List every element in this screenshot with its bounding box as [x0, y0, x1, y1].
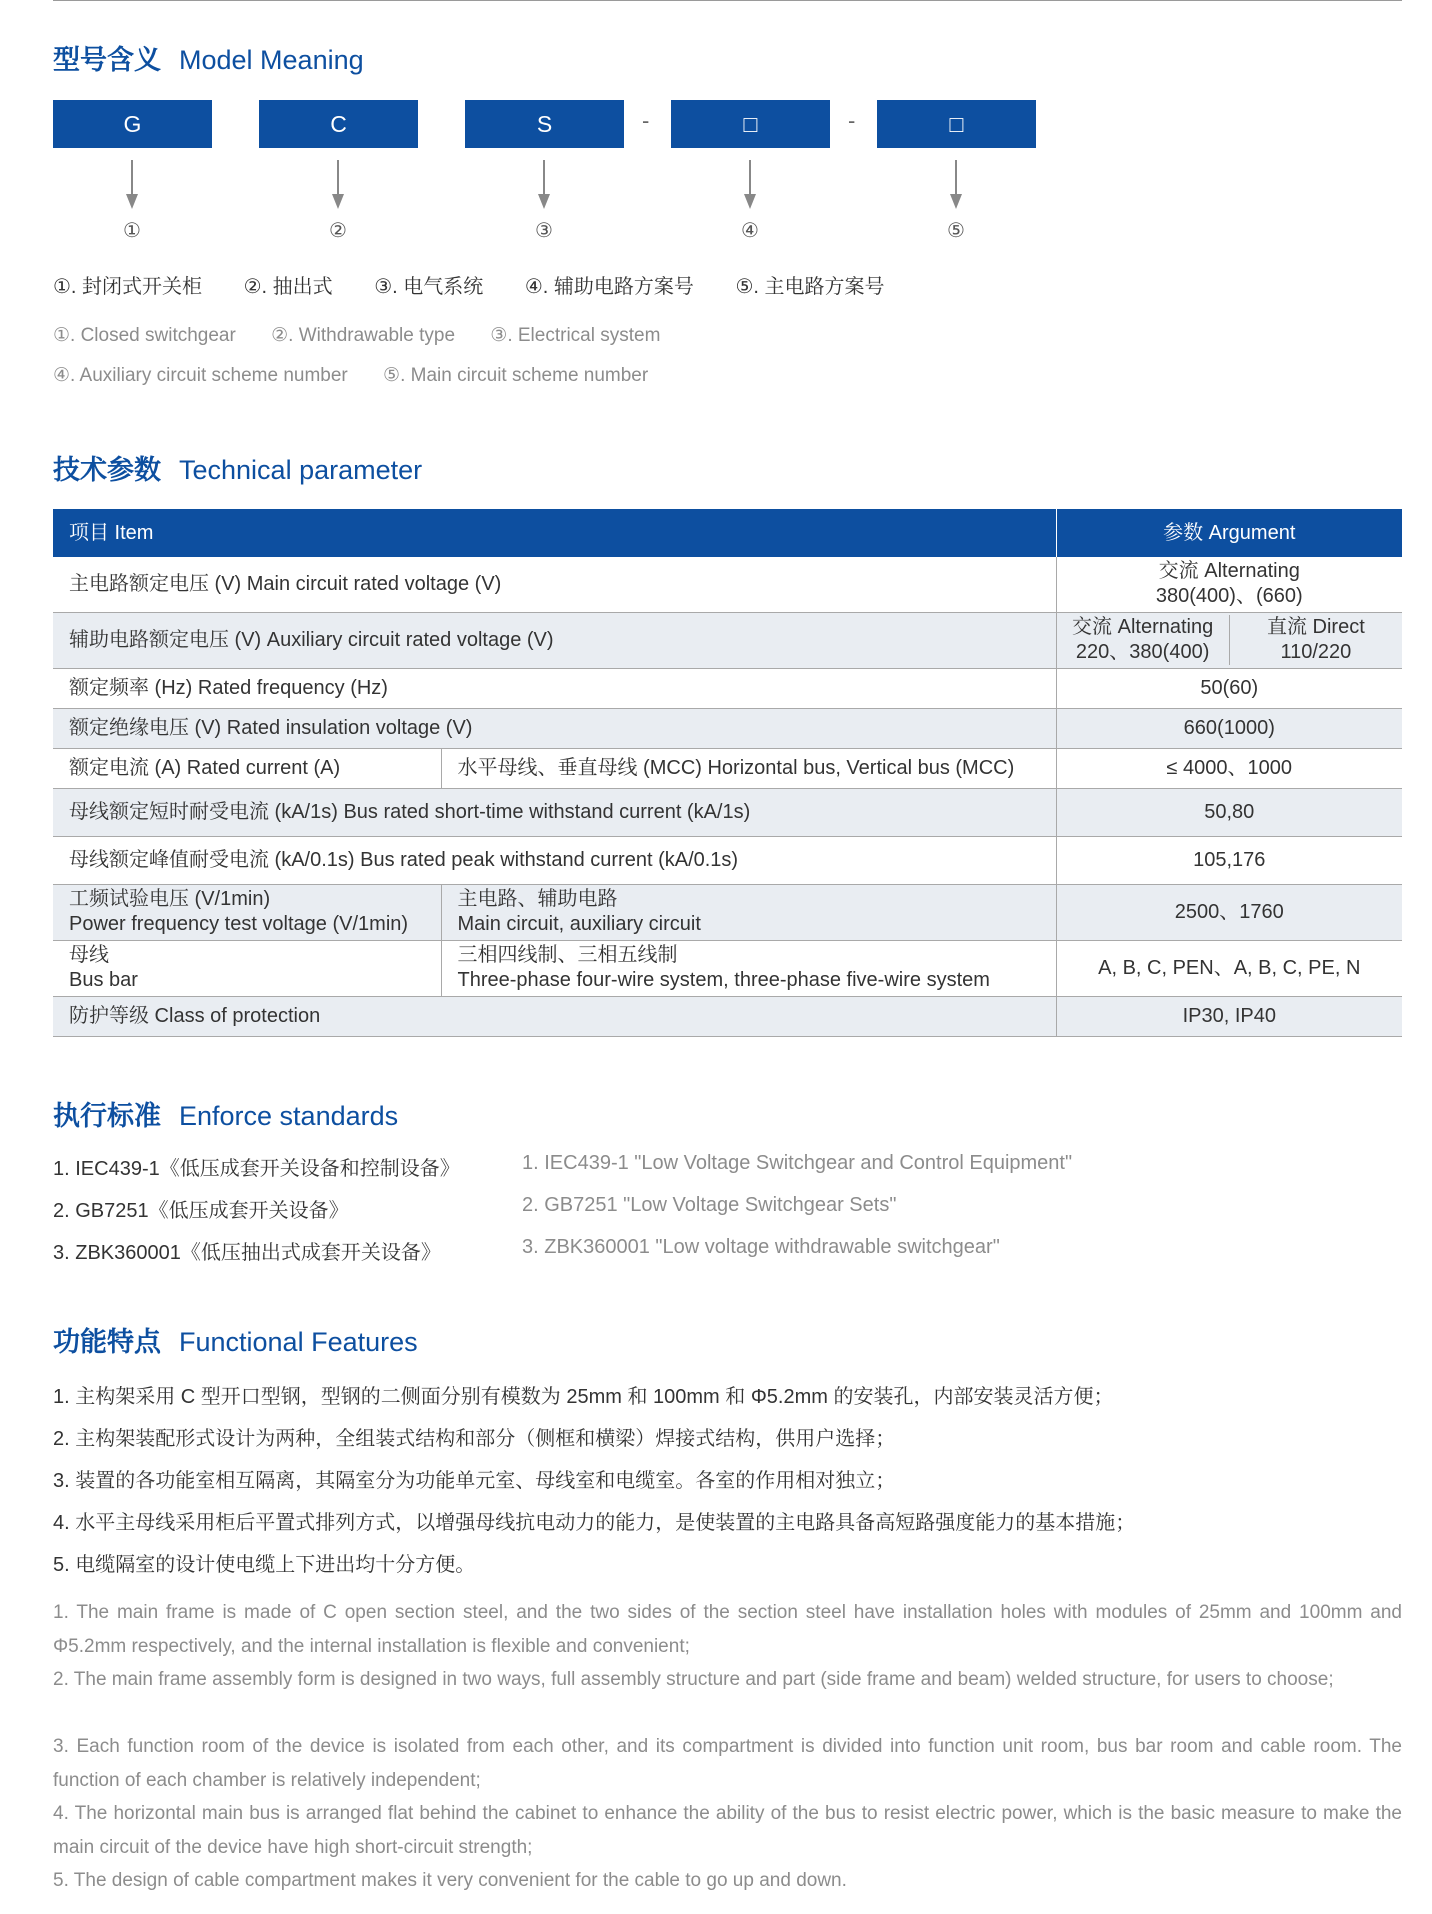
- meaning-item: ⑤. Main circuit scheme number: [383, 365, 649, 386]
- down-arrow-icon: [536, 160, 552, 210]
- table-header-row: [53, 509, 1402, 557]
- down-arrow-icon: [330, 160, 346, 210]
- row-sublabel: [441, 884, 1056, 940]
- down-arrow-icon: [948, 160, 964, 210]
- meaning-item: ②. Withdrawable type: [271, 325, 456, 346]
- top-divider: [53, 0, 1402, 1]
- standard-item-zh: 3. ZBK360001《低压抽出式成套开关设备》: [53, 1242, 441, 1264]
- meaning-item: ①. 封闭式开关柜: [53, 276, 203, 298]
- feature-item-zh: 3. 装置的各功能室相互隔离，其隔室分为功能单元室、母线室和电缆室。各室的作用相对独立；: [53, 1470, 896, 1492]
- code-number: ①: [123, 220, 141, 242]
- table-row: [53, 836, 1402, 884]
- standard-item-zh: 2. GB7251《低压成套开关设备》: [53, 1200, 349, 1222]
- heading-en: Model Meaning: [179, 45, 364, 75]
- value-line: 直流 Direct: [1266, 616, 1365, 638]
- table-row: [53, 788, 1402, 836]
- meanings-en-line2: [53, 364, 678, 387]
- row-value: [1056, 612, 1402, 668]
- label-line: Power frequency test voltage (V/1min): [69, 913, 409, 935]
- row-label: 额定电流 (A) Rated current (A): [53, 748, 441, 788]
- row-value: A, B, C, PEN、A, B, C, PE, N: [1056, 940, 1402, 996]
- code-number: ④: [741, 220, 759, 242]
- row-label: 主电路额定电压 (V) Main circuit rated voltage (V): [53, 557, 1056, 612]
- feature-item-zh: 1. 主构架采用 C 型开口型钢，型钢的二侧面分别有模数为 25mm 和 100mm 和 Φ5.2mm 的安装孔，内部安装灵活方便；: [53, 1386, 1114, 1408]
- row-value: ≤ 4000、1000: [1056, 748, 1402, 788]
- row-value: [1056, 557, 1402, 612]
- col-header-item: 项目 Item: [53, 509, 1056, 557]
- standards-heading: [53, 1094, 398, 1133]
- label-line: 三相四线制、三相五线制: [457, 944, 678, 966]
- features-heading: [53, 1320, 418, 1359]
- standard-item-en: 1. IEC439-1 "Low Voltage Switchgear and Control Equipment": [522, 1152, 1073, 1174]
- heading-en: Functional Features: [179, 1327, 418, 1357]
- feature-item-zh: 4. 水平主母线采用柜后平置式排列方式，以增强母线抗电动力的能力，是使装置的主电路具备高短路强度能力的基本措施；: [53, 1512, 1136, 1534]
- down-arrow-icon: [742, 160, 758, 210]
- ac-value: [1057, 615, 1229, 665]
- standard-item-en: 2. GB7251 "Low Voltage Switchgear Sets": [522, 1194, 897, 1216]
- row-sublabel: [441, 940, 1056, 996]
- meanings-en-line1: [53, 324, 690, 347]
- model-code-aux: □: [671, 100, 830, 148]
- meaning-item: ④. Auxiliary circuit scheme number: [53, 365, 348, 386]
- row-label: [53, 884, 441, 940]
- value-line: 380(400)、(660): [1155, 585, 1303, 608]
- row-label: 辅助电路额定电压 (V) Auxiliary circuit rated voltage (V): [53, 612, 1056, 668]
- value-line: 交流 Alternating: [1072, 616, 1214, 638]
- col-header-argument: 参数 Argument: [1056, 509, 1402, 557]
- code-separator: -: [848, 108, 856, 133]
- heading-zh: 功能特点: [53, 1327, 161, 1357]
- heading-en: Enforce standards: [179, 1101, 399, 1131]
- meaning-item: ③. 电气系统: [374, 276, 484, 298]
- feature-item-en: 5. The design of cable compartment makes it very convenient for the cable to go up and down.: [53, 1870, 847, 1891]
- code-number: ②: [329, 220, 347, 242]
- heading-zh: 技术参数: [53, 455, 161, 485]
- model-code-g: G: [53, 100, 212, 148]
- value-line: 110/220: [1280, 641, 1352, 663]
- table-row: [53, 612, 1402, 668]
- model-meaning-heading: [53, 38, 364, 77]
- heading-en: Technical parameter: [179, 455, 423, 485]
- row-value: 50,80: [1056, 788, 1402, 836]
- table-row: [53, 557, 1402, 612]
- model-code-s: S: [465, 100, 624, 148]
- row-label: [53, 940, 441, 996]
- table-row: [53, 748, 1402, 788]
- row-label: 母线额定短时耐受电流 (kA/1s) Bus rated short-time withstand current (kA/1s): [53, 788, 1056, 836]
- label-line: Three-phase four-wire system, three-phase five-wire system: [457, 969, 990, 991]
- feature-item-en: 2. The main frame assembly form is designed in two ways, full assembly structure and part (side frame and beam) welded structure, for users to choose;: [53, 1669, 1334, 1690]
- row-label: 额定绝缘电压 (V) Rated insulation voltage (V): [53, 708, 1056, 748]
- meanings-zh: [53, 270, 920, 299]
- row-value: 50(60): [1056, 668, 1402, 708]
- down-arrow-icon: [124, 160, 140, 210]
- table-row: [53, 668, 1402, 708]
- row-label: 防护等级 Class of protection: [53, 996, 1056, 1036]
- tech-param-table: [53, 509, 1402, 1037]
- model-code-c: C: [259, 100, 418, 148]
- row-value: IP30, IP40: [1056, 996, 1402, 1036]
- standard-item-en: 3. ZBK360001 "Low voltage withdrawable switchgear": [522, 1236, 1000, 1258]
- table-row: [53, 940, 1402, 996]
- meaning-item: ③. Electrical system: [490, 325, 661, 346]
- row-label: 额定频率 (Hz) Rated frequency (Hz): [53, 668, 1056, 708]
- dc-value: [1229, 615, 1402, 665]
- model-code-main: □: [877, 100, 1036, 148]
- tech-param-heading: [53, 448, 422, 487]
- code-separator: -: [642, 108, 650, 133]
- feature-item-en: 1. The main frame is made of C open section steel, and the two sides of the section steel have installation holes with modules of 25mm and 100mm and Φ5.2mm respectively, and the internal installation is flexible and convenient;: [53, 1602, 1402, 1657]
- standard-item-zh: 1. IEC439-1《低压成套开关设备和控制设备》: [53, 1158, 460, 1180]
- meaning-item: ⑤. 主电路方案号: [735, 276, 885, 298]
- label-line: Bus bar: [69, 969, 138, 991]
- feature-item-zh: 5. 电缆隔室的设计使电缆上下进出均十分方便。: [53, 1554, 476, 1576]
- heading-zh: 型号含义: [53, 45, 161, 75]
- table-row: [53, 996, 1402, 1036]
- label-line: Main circuit, auxiliary circuit: [457, 913, 701, 935]
- meaning-item: ②. 抽出式: [243, 276, 333, 298]
- label-line: 工频试验电压 (V/1min): [69, 888, 271, 910]
- row-sublabel: 水平母线、垂直母线 (MCC) Horizontal bus, Vertical bus (MCC): [441, 748, 1056, 788]
- value-line: 交流 Alternating: [1158, 560, 1300, 583]
- feature-item-en: 4. The horizontal main bus is arranged flat behind the cabinet to enhance the ability of the bus to resist electric power, which is the basic measure to make the main circuit of the device have high short-circuit strength;: [53, 1803, 1402, 1858]
- code-number: ⑤: [947, 220, 965, 242]
- table-row: [53, 884, 1402, 940]
- code-number: ③: [535, 220, 553, 242]
- table-row: [53, 708, 1402, 748]
- label-line: 母线: [69, 944, 109, 966]
- feature-item-en: 3. Each function room of the device is isolated from each other, and its compartment is divided into function unit room, bus bar room and cable room. The function of each chamber is relatively independent;: [53, 1736, 1402, 1791]
- row-value: 660(1000): [1056, 708, 1402, 748]
- label-line: 主电路、辅助电路: [457, 888, 618, 910]
- row-value: 2500、1760: [1056, 884, 1402, 940]
- row-label: 母线额定峰值耐受电流 (kA/0.1s) Bus rated peak withstand current (kA/0.1s): [53, 836, 1056, 884]
- meaning-item: ①. Closed switchgear: [53, 325, 236, 346]
- row-value: 105,176: [1056, 836, 1402, 884]
- feature-item-zh: 2. 主构架装配形式设计为两种，全组装式结构和部分（侧框和横梁）焊接式结构，供用户选择；: [53, 1428, 896, 1450]
- value-line: 220、380(400): [1075, 641, 1210, 663]
- heading-zh: 执行标准: [53, 1101, 161, 1131]
- meaning-item: ④. 辅助电路方案号: [524, 276, 694, 298]
